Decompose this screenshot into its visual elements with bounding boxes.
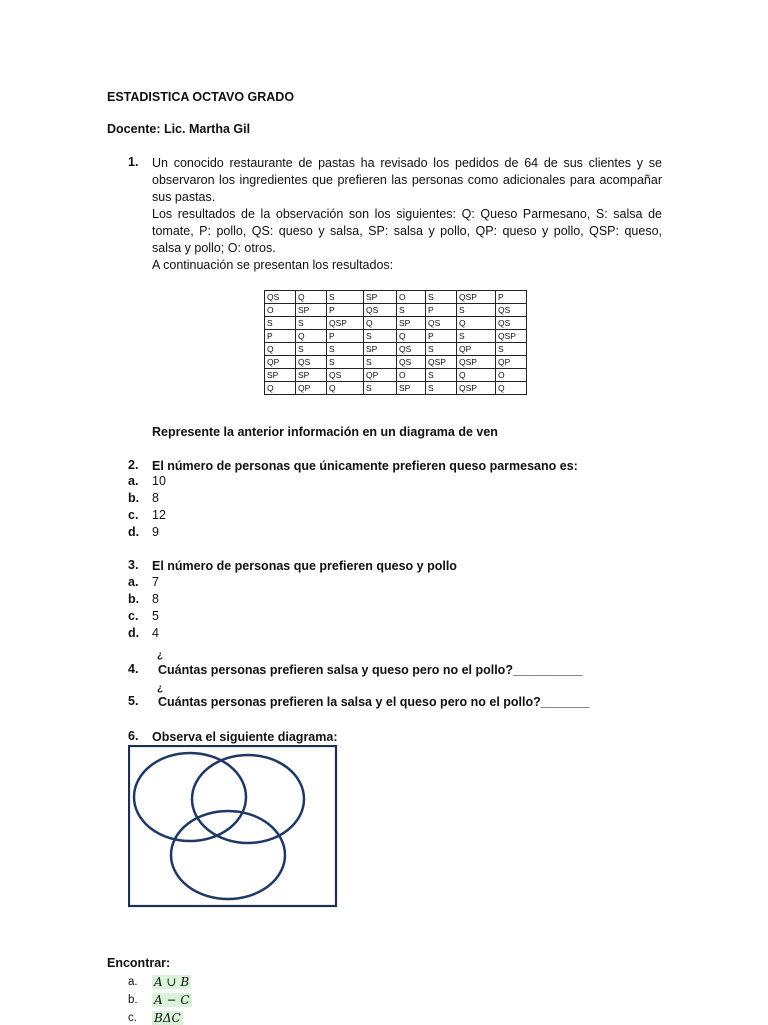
table-cell: S	[426, 343, 457, 356]
table-cell: QSP	[457, 291, 496, 304]
find-item-expression: A ∪ B	[154, 975, 190, 989]
find-item-expression: BΔC	[154, 1011, 181, 1025]
table-cell: S	[296, 317, 327, 330]
table-cell: SP	[364, 291, 397, 304]
table-cell: P	[496, 291, 527, 304]
option-value: 8	[152, 491, 159, 505]
table-cell: S	[296, 343, 327, 356]
table-cell: SP	[364, 343, 397, 356]
question-5-text: Cuántas personas prefieren la salsa y el queso pero no el pollo?_______	[158, 695, 590, 709]
question-4-inverted-mark: ¿	[157, 650, 164, 661]
table-cell: SP	[265, 369, 296, 382]
table-row	[265, 291, 527, 304]
table-row	[265, 382, 527, 395]
table-cell: O	[397, 291, 426, 304]
question-4-text: Cuántas personas prefieren salsa y queso pero no el pollo?__________	[158, 663, 583, 677]
table-cell: O	[265, 304, 296, 317]
table-cell: P	[426, 304, 457, 317]
option-letter: d.	[128, 626, 140, 640]
table-cell: SP	[397, 382, 426, 395]
table-cell: QP	[364, 369, 397, 382]
table-row	[265, 369, 527, 382]
table-cell: Q	[496, 382, 527, 395]
question-3-text: El número de personas que prefieren queso y pollo	[152, 559, 457, 573]
question-1-legend: Los resultados de la observación son los siguientes: Q: Queso Parmesano, S: salsa de tomate, P: pollo, QS: queso y salsa, SP: salsa y pollo, QP: queso y pollo, QSP: queso, salsa y pollo; O: otros.	[152, 207, 662, 255]
table-row	[265, 317, 527, 330]
table-cell: S	[426, 291, 457, 304]
table-cell: QSP	[426, 356, 457, 369]
table-row	[265, 356, 527, 369]
table-cell: P	[327, 330, 364, 343]
question-2-number: 2.	[128, 458, 139, 472]
table-cell: S	[364, 330, 397, 343]
table-cell: S	[426, 369, 457, 382]
table-cell: S	[457, 304, 496, 317]
question-5-number: 5.	[128, 694, 139, 708]
question-5-inverted-mark: ¿	[157, 683, 164, 694]
table-cell: QS	[397, 356, 426, 369]
table-cell: QS	[496, 317, 527, 330]
option-value: 9	[152, 525, 159, 539]
question-4-number: 4.	[128, 662, 139, 676]
table-cell: P	[327, 304, 364, 317]
table-cell: QP	[496, 356, 527, 369]
table-cell: QSP	[327, 317, 364, 330]
option-value: 7	[152, 575, 159, 589]
option-value: 8	[152, 592, 159, 606]
table-cell: S	[397, 304, 426, 317]
table-cell: S	[265, 317, 296, 330]
venn-set-circle-right	[192, 755, 304, 843]
table-cell: SP	[296, 369, 327, 382]
table-cell: QS	[397, 343, 426, 356]
teacher-name: Docente: Lic. Martha Gil	[107, 122, 251, 136]
option-letter: c.	[128, 609, 139, 623]
option-letter: d.	[128, 525, 140, 539]
venn-set-circle-bottom	[171, 811, 285, 899]
table-cell: QSP	[457, 382, 496, 395]
table-cell: Q	[265, 382, 296, 395]
table-row	[265, 343, 527, 356]
table-cell: S	[426, 382, 457, 395]
table-cell: S	[327, 356, 364, 369]
table-cell: SP	[397, 317, 426, 330]
table-cell: S	[364, 356, 397, 369]
table-cell: P	[426, 330, 457, 343]
option-letter: a.	[128, 474, 139, 488]
find-item-expression: A − C	[154, 993, 190, 1007]
table-cell: SP	[296, 304, 327, 317]
question-1-number: 1.	[128, 155, 139, 169]
table-cell: QS	[496, 304, 527, 317]
option-value: 10	[152, 474, 166, 488]
table-cell: QS	[296, 356, 327, 369]
table-cell: O	[496, 369, 527, 382]
question-3-number: 3.	[128, 558, 139, 572]
table-cell: Q	[265, 343, 296, 356]
table-cell: QS	[265, 291, 296, 304]
table-cell: QS	[327, 369, 364, 382]
table-cell: QSP	[457, 356, 496, 369]
results-table	[264, 290, 527, 395]
find-heading: Encontrar:	[107, 956, 171, 970]
question-1-intro: Un conocido restaurante de pastas ha revisado los pedidos de 64 de sus clientes y se observaron los ingredientes que prefieren las personas como adicionales para acompañar sus pastas.	[152, 156, 662, 204]
question-1-lead: A continuación se presentan los resultados:	[152, 258, 394, 272]
table-cell: Q	[296, 330, 327, 343]
table-cell: Q	[457, 317, 496, 330]
table-cell: Q	[397, 330, 426, 343]
question-6-text: Observa el siguiente diagrama:	[152, 730, 338, 744]
table-cell: QP	[296, 382, 327, 395]
table-cell: O	[397, 369, 426, 382]
venn-diagram	[128, 745, 338, 909]
option-letter: b.	[128, 592, 140, 606]
table-cell: QP	[457, 343, 496, 356]
question-2-text: El número de personas que únicamente prefieren queso parmesano es:	[152, 459, 578, 473]
table-cell: QP	[265, 356, 296, 369]
table-cell: QSP	[496, 330, 527, 343]
table-cell: QS	[364, 304, 397, 317]
table-cell: Q	[296, 291, 327, 304]
table-cell: Q	[364, 317, 397, 330]
document-title: ESTADISTICA OCTAVO GRADO	[107, 90, 295, 104]
find-item-letter: a.	[128, 976, 138, 988]
option-letter: a.	[128, 575, 139, 589]
table-cell: S	[364, 382, 397, 395]
option-value: 5	[152, 609, 159, 623]
find-item-letter: b.	[128, 994, 138, 1006]
table-cell: QS	[426, 317, 457, 330]
option-value: 4	[152, 626, 159, 640]
table-cell: P	[265, 330, 296, 343]
find-item-letter: c.	[128, 1012, 137, 1024]
question-1-instruction: Represente la anterior información en un diagrama de ven	[152, 425, 498, 439]
option-letter: c.	[128, 508, 139, 522]
option-value: 12	[152, 508, 166, 522]
table-row	[265, 330, 527, 343]
question-6-number: 6.	[128, 729, 139, 743]
option-letter: b.	[128, 491, 140, 505]
table-row	[265, 304, 527, 317]
table-cell: S	[457, 330, 496, 343]
venn-set-circle-left	[134, 753, 246, 841]
table-cell: Q	[457, 369, 496, 382]
table-cell: S	[496, 343, 527, 356]
table-cell: Q	[327, 382, 364, 395]
table-cell: S	[327, 291, 364, 304]
table-cell: S	[327, 343, 364, 356]
